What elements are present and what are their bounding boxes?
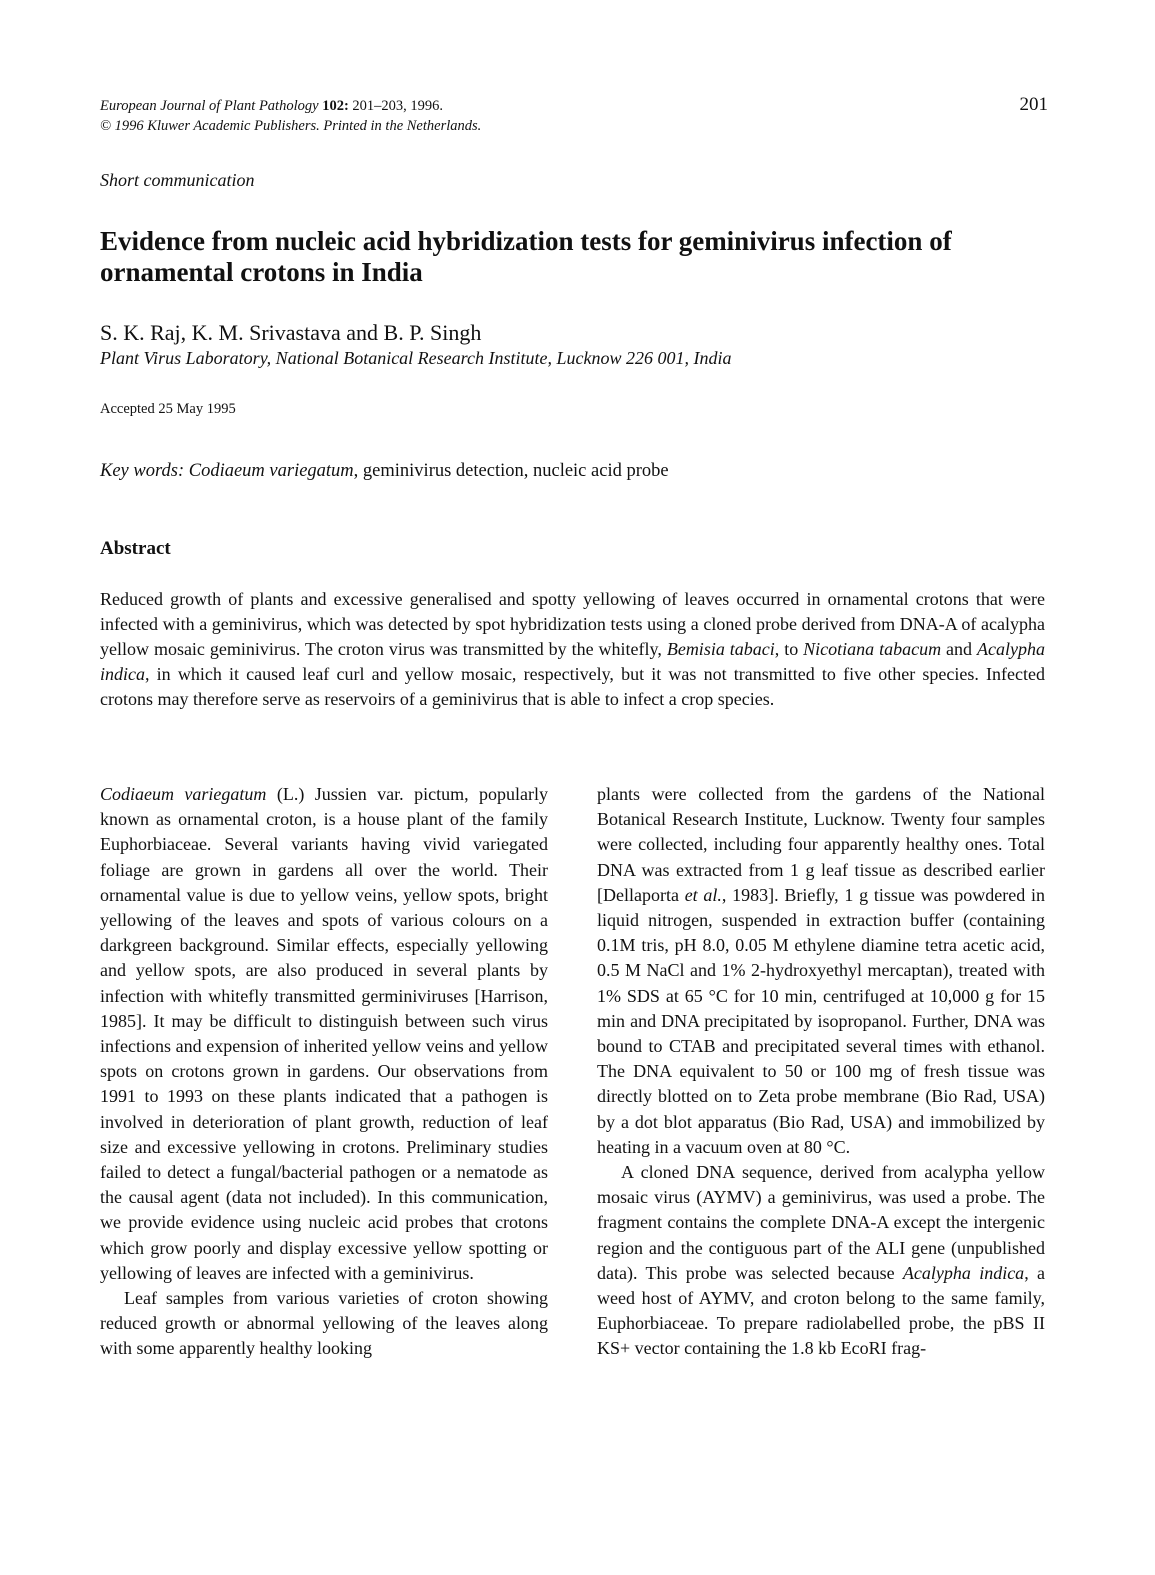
authors: S. K. Raj, K. M. Srivastava and B. P. Singh <box>100 320 482 345</box>
body-paragraph: Leaf samples from various varieties of croton showing reduced growth or abnormal yellowing of the leaves along with some apparently healthy looking <box>100 1288 548 1359</box>
body-column-left <box>100 782 548 1362</box>
body-paragraph: A cloned DNA sequence, derived from acalypha yellow mosaic virus (AYMV) a geminivirus, was used a probe. The fragment contains the complete DNA-A except the intergenic region and the contiguous part of the ALI gene (unpublished data). This probe was selected because Acalypha indica, a weed host of AYMV, and croton belong to the same family, Euphorbiaceae. To prepare radiolabelled probe, the pBS II KS+ vector containing the 1.8 kb EcoRI frag- <box>597 1162 1045 1359</box>
keywords-species: Codiaeum variegatum <box>188 461 354 481</box>
affiliation: Plant Virus Laboratory, National Botanical Research Institute, Lucknow 226 001, India <box>100 348 732 368</box>
keywords <box>100 461 669 482</box>
running-header <box>100 96 481 136</box>
species-name: Nicotiana tabacum <box>803 639 942 659</box>
species-name: Acalypha indica <box>100 639 1045 684</box>
accepted-date: Accepted 25 May 1995 <box>100 401 236 417</box>
copyright-line: © 1996 Kluwer Academic Publishers. Printed in the Netherlands. <box>100 118 482 134</box>
keywords-label: Key words: <box>100 461 185 481</box>
body-paragraph: plants were collected from the gardens of the National Botanical Research Institute, Lucknow. Twenty four samples were collected, including four apparently healthy ones. Total DNA was extracted from 1 g leaf tissue as described earlier [Dellaporta et al., 1983]. Briefly, 1 g tissue was powdered in liquid nitrogen, suspended in extraction buffer (containing 0.1M tris, pH 8.0, 0.05 M ethylene diamine tetra acetic acid, 0.5 M NaCl and 1% 2-hydroxyethyl mercaptan), treated with 1% SDS at 65 °C for 10 min, centrifuged at 10,000 g for 15 min and DNA precipitated by isopropanol. Further, DNA was bound to CTAB and precipitated several times with ethanol. The DNA equivalent to 50 or 100 mg of fresh tissue was directly blotted on to Zeta probe membrane (Bio Rad, USA) by a dot blot apparatus (Bio Rad, USA) and immobilized by heating in a vacuum oven at 80 °C. <box>597 784 1045 1157</box>
journal-name: European Journal of Plant Pathology <box>100 98 319 114</box>
keywords-rest: , geminivirus detection, nucleic acid probe <box>353 461 669 481</box>
article-title: Evidence from nucleic acid hybridization tests for geminivirus infection of ornamental crotons in India <box>100 226 952 287</box>
body-paragraph: Codiaeum variegatum (L.) Jussien var. pictum, popularly known as ornamental croton, is a house plant of the family Euphorbiaceae. Several variants having vivid variegated foliage are grown in gardens all over the world. Their ornamental value is due to yellow veins, yellow spots, bright yellowing of the leaves and spots of various colours on a darkgreen background. Similar effects, especially yellowing and yellow spots, are also produced in several plants by infection with whitefly transmitted germiniviruses [Harrison, 1985]. It may be difficult to distinguish between such virus infections and expension of inherited yellow veins and yellow spots on crotons grown in gardens. Our observations from 1991 to 1993 on these plants indicated that a pathogen is involved in deterioration of plant growth, reduction of leaf size and excessive yellowing in crotons. Preliminary studies failed to detect a fungal/bacterial pathogen or a nematode as the causal agent (data not included). In this communication, we provide evidence using nucleic acid probes that crotons which grow poorly and display excessive yellow spotting or yellowing of leaves are infected with a geminivirus. <box>100 784 548 1283</box>
page-number: 201 <box>1019 94 1048 115</box>
species-name: Codiaeum variegatum <box>100 784 267 804</box>
citation-line <box>100 96 481 116</box>
abstract-heading: Abstract <box>100 538 171 559</box>
body-column-right <box>597 782 1045 1362</box>
journal-volume: 102: <box>322 98 349 114</box>
section-type: Short communication <box>100 170 255 190</box>
journal-pages: 201–203, 1996. <box>352 98 444 114</box>
abstract-text: Reduced growth of plants and excessive generalised and spotty yellowing of leaves occurred in ornamental crotons that were infected with a geminivirus, which was detected by spot hybridization tests using a cloned probe derived from DNA-A of acalypha yellow mosaic geminivirus. The croton virus was transmitted by the whitefly, Bemisia tabaci, to Nicotiana tabacum and Acalypha indica, in which it caused leaf curl and yellow mosaic, respectively, but it was not transmitted to five other species. Infected crotons may therefore serve as reservoirs of a geminivirus that is able to infect a crop species. <box>100 589 1045 709</box>
species-name: Bemisia tabaci <box>666 639 775 659</box>
et-al: et al. <box>684 884 722 905</box>
species-name: Acalypha indica <box>902 1262 1025 1283</box>
